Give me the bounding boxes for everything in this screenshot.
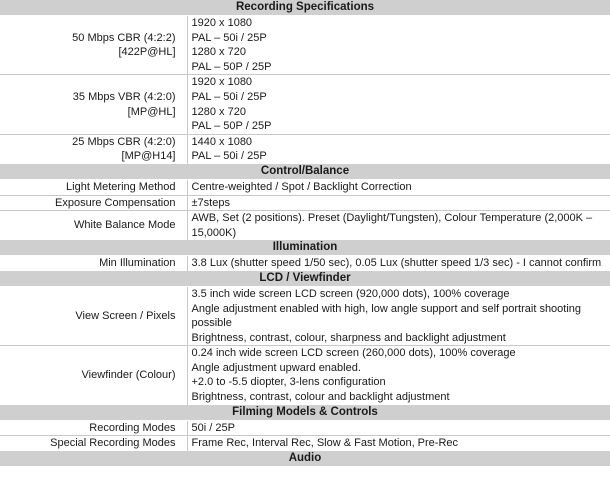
spec-value-line: PAL – 50i / 25P — [191, 150, 267, 163]
spec-value — [187, 16, 610, 75]
section-title: Filming Models & Controls — [0, 405, 610, 421]
spec-value-line: ±7steps — [191, 196, 230, 209]
section-header — [0, 0, 610, 16]
spec-row — [0, 211, 610, 241]
spec-value-line: Angle adjustment enabled with high, low angle support and self portrait shooting possible — [191, 302, 582, 330]
spec-value — [187, 346, 610, 405]
spec-value — [187, 75, 610, 134]
spec-label-line: Special Recording Modes — [50, 437, 176, 450]
spec-label — [0, 195, 187, 211]
spec-row — [0, 75, 610, 134]
spec-label-line: Exposure Compensation — [55, 196, 176, 209]
spec-row — [0, 256, 610, 271]
spec-value — [187, 211, 610, 241]
spec-value-line: PAL – 50P / 25P — [191, 60, 272, 73]
spec-value — [187, 420, 610, 436]
spec-row — [0, 346, 610, 405]
spec-value-line: Brightness, contrast, colour, sharpness and backlight adjustment — [191, 331, 506, 344]
spec-label-line: White Balance Mode — [74, 219, 176, 232]
spec-value — [187, 256, 610, 271]
spec-label — [0, 346, 187, 405]
spec-label-line: Min Illumination — [99, 257, 176, 270]
spec-row — [0, 420, 610, 436]
spec-label-line: Recording Modes — [89, 421, 176, 434]
spec-label — [0, 179, 187, 195]
spec-label — [0, 286, 187, 345]
spec-value-line: 1440 x 1080 — [191, 135, 253, 148]
spec-value — [187, 134, 610, 164]
spec-value-line: 3.8 Lux (shutter speed 1/50 sec), 0.05 Lux (shutter speed 1/3 sec) - I cannot confirm — [191, 257, 602, 270]
spec-label-line: [422P@HL] — [118, 46, 176, 59]
spec-value-line: Brightness, contrast, colour and backlight adjustment — [191, 391, 450, 404]
spec-row — [0, 195, 610, 211]
spec-row — [0, 134, 610, 164]
spec-label-line: 50 Mbps CBR (4:2:2) — [72, 31, 176, 44]
spec-value-line: 0.24 inch wide screen LCD screen (260,000 dots), 100% coverage — [191, 347, 516, 360]
section-title: Recording Specifications — [0, 0, 610, 16]
spec-label-line: 35 Mbps VBR (4:2:0) — [72, 90, 176, 103]
section-header — [0, 451, 610, 467]
spec-label — [0, 256, 187, 271]
spec-value-line: 1280 x 720 — [191, 46, 246, 59]
spec-label — [0, 211, 187, 241]
spec-value — [187, 195, 610, 211]
spec-value-line: PAL – 50i / 25P — [191, 31, 267, 44]
spec-value-line: PAL – 50i / 25P — [191, 90, 267, 103]
spec-label — [0, 436, 187, 451]
spec-value-line: Angle adjustment upward enabled. — [191, 361, 361, 374]
section-header — [0, 271, 610, 287]
spec-value-line: 1280 x 720 — [191, 105, 246, 118]
spec-label-line: Light Metering Method — [66, 180, 176, 193]
section-header — [0, 405, 610, 421]
section-header — [0, 164, 610, 180]
spec-label-line: Viewfinder (Colour) — [81, 369, 176, 382]
spec-row — [0, 436, 610, 451]
spec-value-line: Frame Rec, Interval Rec, Slow & Fast Motion, Pre-Rec — [191, 437, 459, 450]
section-title: Audio — [0, 451, 610, 467]
spec-value — [187, 179, 610, 195]
spec-label — [0, 75, 187, 134]
spec-label-line: 25 Mbps CBR (4:2:0) — [72, 135, 176, 148]
spec-value-line: +2.0 to -5.5 diopter, 3-lens configuration — [191, 376, 386, 389]
spec-value — [187, 286, 610, 345]
spec-label — [0, 134, 187, 164]
spec-label-line: [MP@HL] — [127, 105, 176, 118]
spec-value-line: 3.5 inch wide screen LCD screen (920,000 dots), 100% coverage — [191, 287, 510, 300]
spec-value-line: 50i / 25P — [191, 421, 235, 434]
section-title: Illumination — [0, 240, 610, 256]
section-title: Control/Balance — [0, 164, 610, 180]
spec-label-line: [MP@H14] — [121, 150, 176, 163]
spec-value-line: Centre-weighted / Spot / Backlight Correction — [191, 180, 412, 193]
spec-value-line: 1920 x 1080 — [191, 17, 253, 29]
section-title: LCD / Viewfinder — [0, 271, 610, 287]
spec-value-line: AWB, Set (2 positions). Preset (Daylight/Tungsten), Colour Temperature (2,000K – 15,000K) — [191, 212, 593, 239]
spec-row — [0, 179, 610, 195]
spec-label-line: View Screen / Pixels — [75, 309, 176, 322]
spec-row — [0, 16, 610, 75]
spec-value — [187, 436, 610, 451]
spec-value-line: PAL – 50P / 25P — [191, 120, 272, 133]
spec-label — [0, 16, 187, 75]
section-header — [0, 240, 610, 256]
spec-value-line: 1920 x 1080 — [191, 76, 253, 89]
spec-row — [0, 286, 610, 345]
spec-label — [0, 420, 187, 436]
